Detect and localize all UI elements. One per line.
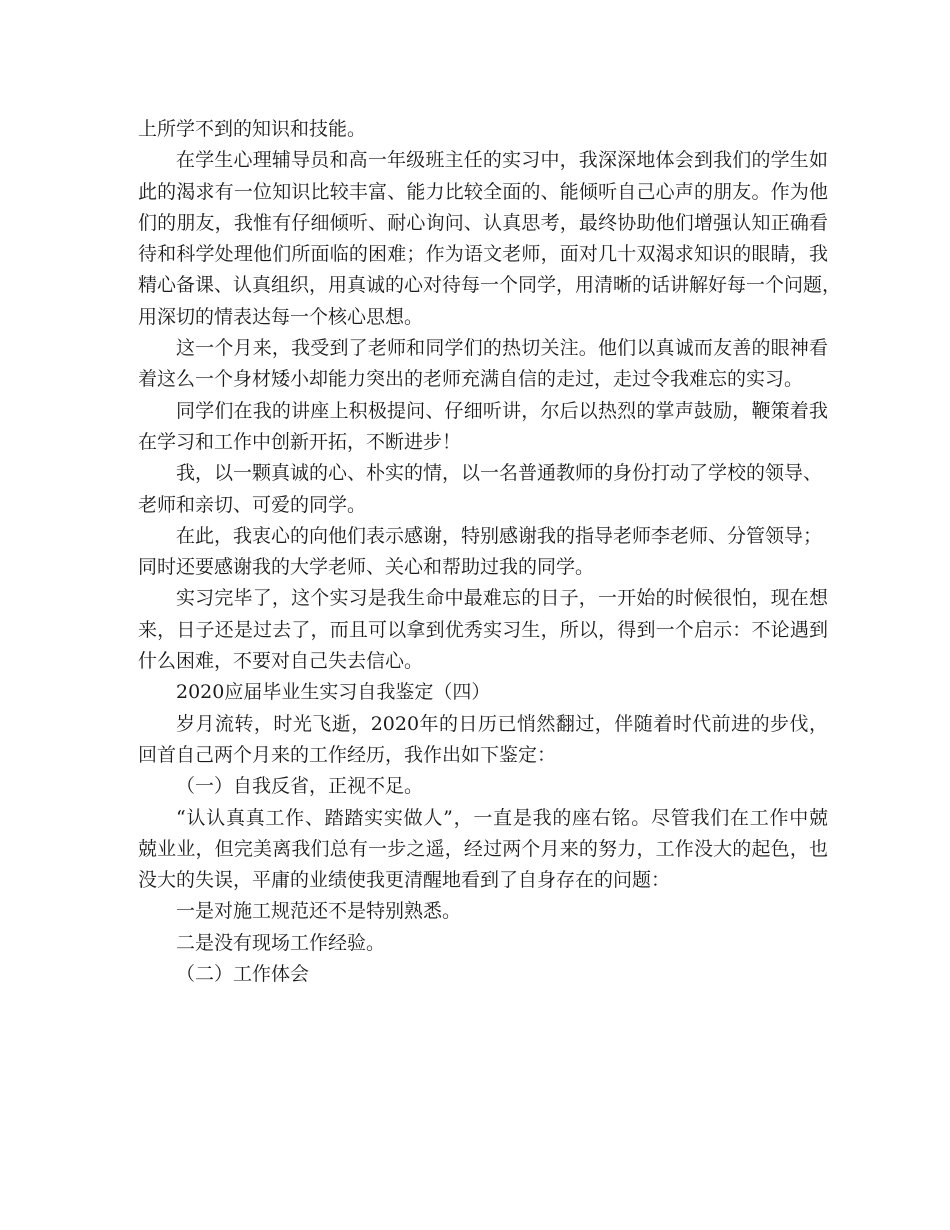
text-line: 没大的失误，平庸的业绩使我更清醒地看到了自身存在的问题：: [138, 869, 671, 892]
text-line: 用深切的情表达每一个核心思想。: [138, 305, 424, 328]
text-line: 同学们在我的讲座上积极提问、仔细听讲，尔后以热烈的掌声鼓励，鞭策着我: [176, 399, 828, 422]
text-line: 在此，我衷心的向他们表示感谢，特别感谢我的指导老师李老师、分管领导；: [176, 524, 823, 547]
text-line: 此的渴求有一位知识比较丰富、能力比较全面的、能倾听自己心声的朋友。作为他: [138, 180, 828, 203]
text-line: 老师和亲切、可爱的同学。: [138, 493, 367, 516]
text-line: “认认真真工作、踏踏实实做人”，一直是我的座右铭。尽管我们在工作中兢: [176, 806, 828, 829]
text-line: 同时还要感谢我的大学老师、关心和帮助过我的同学。: [138, 556, 595, 579]
text-line: 什么困难，不要对自己失去信心。: [138, 650, 424, 673]
text-line: 上所学不到的知识和技能。: [138, 118, 367, 140]
document-body: [138, 114, 842, 990]
text-line: 们的朋友，我惟有仔细倾听、耐心询问、认真思考，最终协助他们增强认知正确看: [138, 211, 828, 234]
text-line: （二）工作体会: [176, 963, 310, 986]
text-line: 回首自己两个月来的工作经历，我作出如下鉴定：: [138, 743, 557, 766]
text-line: （一）自我反省，正视不足。: [176, 775, 424, 798]
text-line: 一是对施工规范还不是特别熟悉。: [176, 900, 462, 923]
text-line: 精心备课、认真组织，用真诚的心对待每一个同学，用清晰的话讲解好每一个问题，: [138, 274, 842, 297]
text-line: 着这么一个身材矮小却能力突出的老师充满自信的走过，走过令我难忘的实习。: [138, 368, 804, 391]
text-line: 二是没有现场工作经验。: [176, 931, 386, 954]
text-line: 在学习和工作中创新开拓，不断进步！: [138, 430, 462, 453]
text-line: 岁月流转，时光飞逝，2020年的日历已悄然翻过，伴随着时代前进的步伐，: [176, 712, 828, 735]
text-line: 我，以一颗真诚的心、朴实的情，以一名普通教师的身份打动了学校的领导、: [176, 462, 823, 485]
text-line: 这一个月来，我受到了老师和同学们的热切关注。他们以真诚而友善的眼神看: [176, 337, 828, 360]
text-line: 实习完毕了，这个实习是我生命中最难忘的日子，一开始的时候很怕，现在想: [176, 587, 828, 610]
text-line: 2020应届毕业生实习自我鉴定（四）: [176, 681, 491, 704]
text-line: 来，日子还是过去了，而且可以拿到优秀实习生，所以，得到一个启示：不论遇到: [138, 618, 828, 641]
text-line: 在学生心理辅导员和高一年级班主任的实习中，我深深地体会到我们的学生如: [176, 149, 828, 172]
text-line: 兢业业，但完美离我们总有一步之遥，经过两个月来的努力，工作没大的起色，也: [138, 837, 828, 860]
text-line: 待和科学处理他们所面临的困难；作为语文老师，面对几十双渴求知识的眼睛，我: [138, 243, 828, 266]
